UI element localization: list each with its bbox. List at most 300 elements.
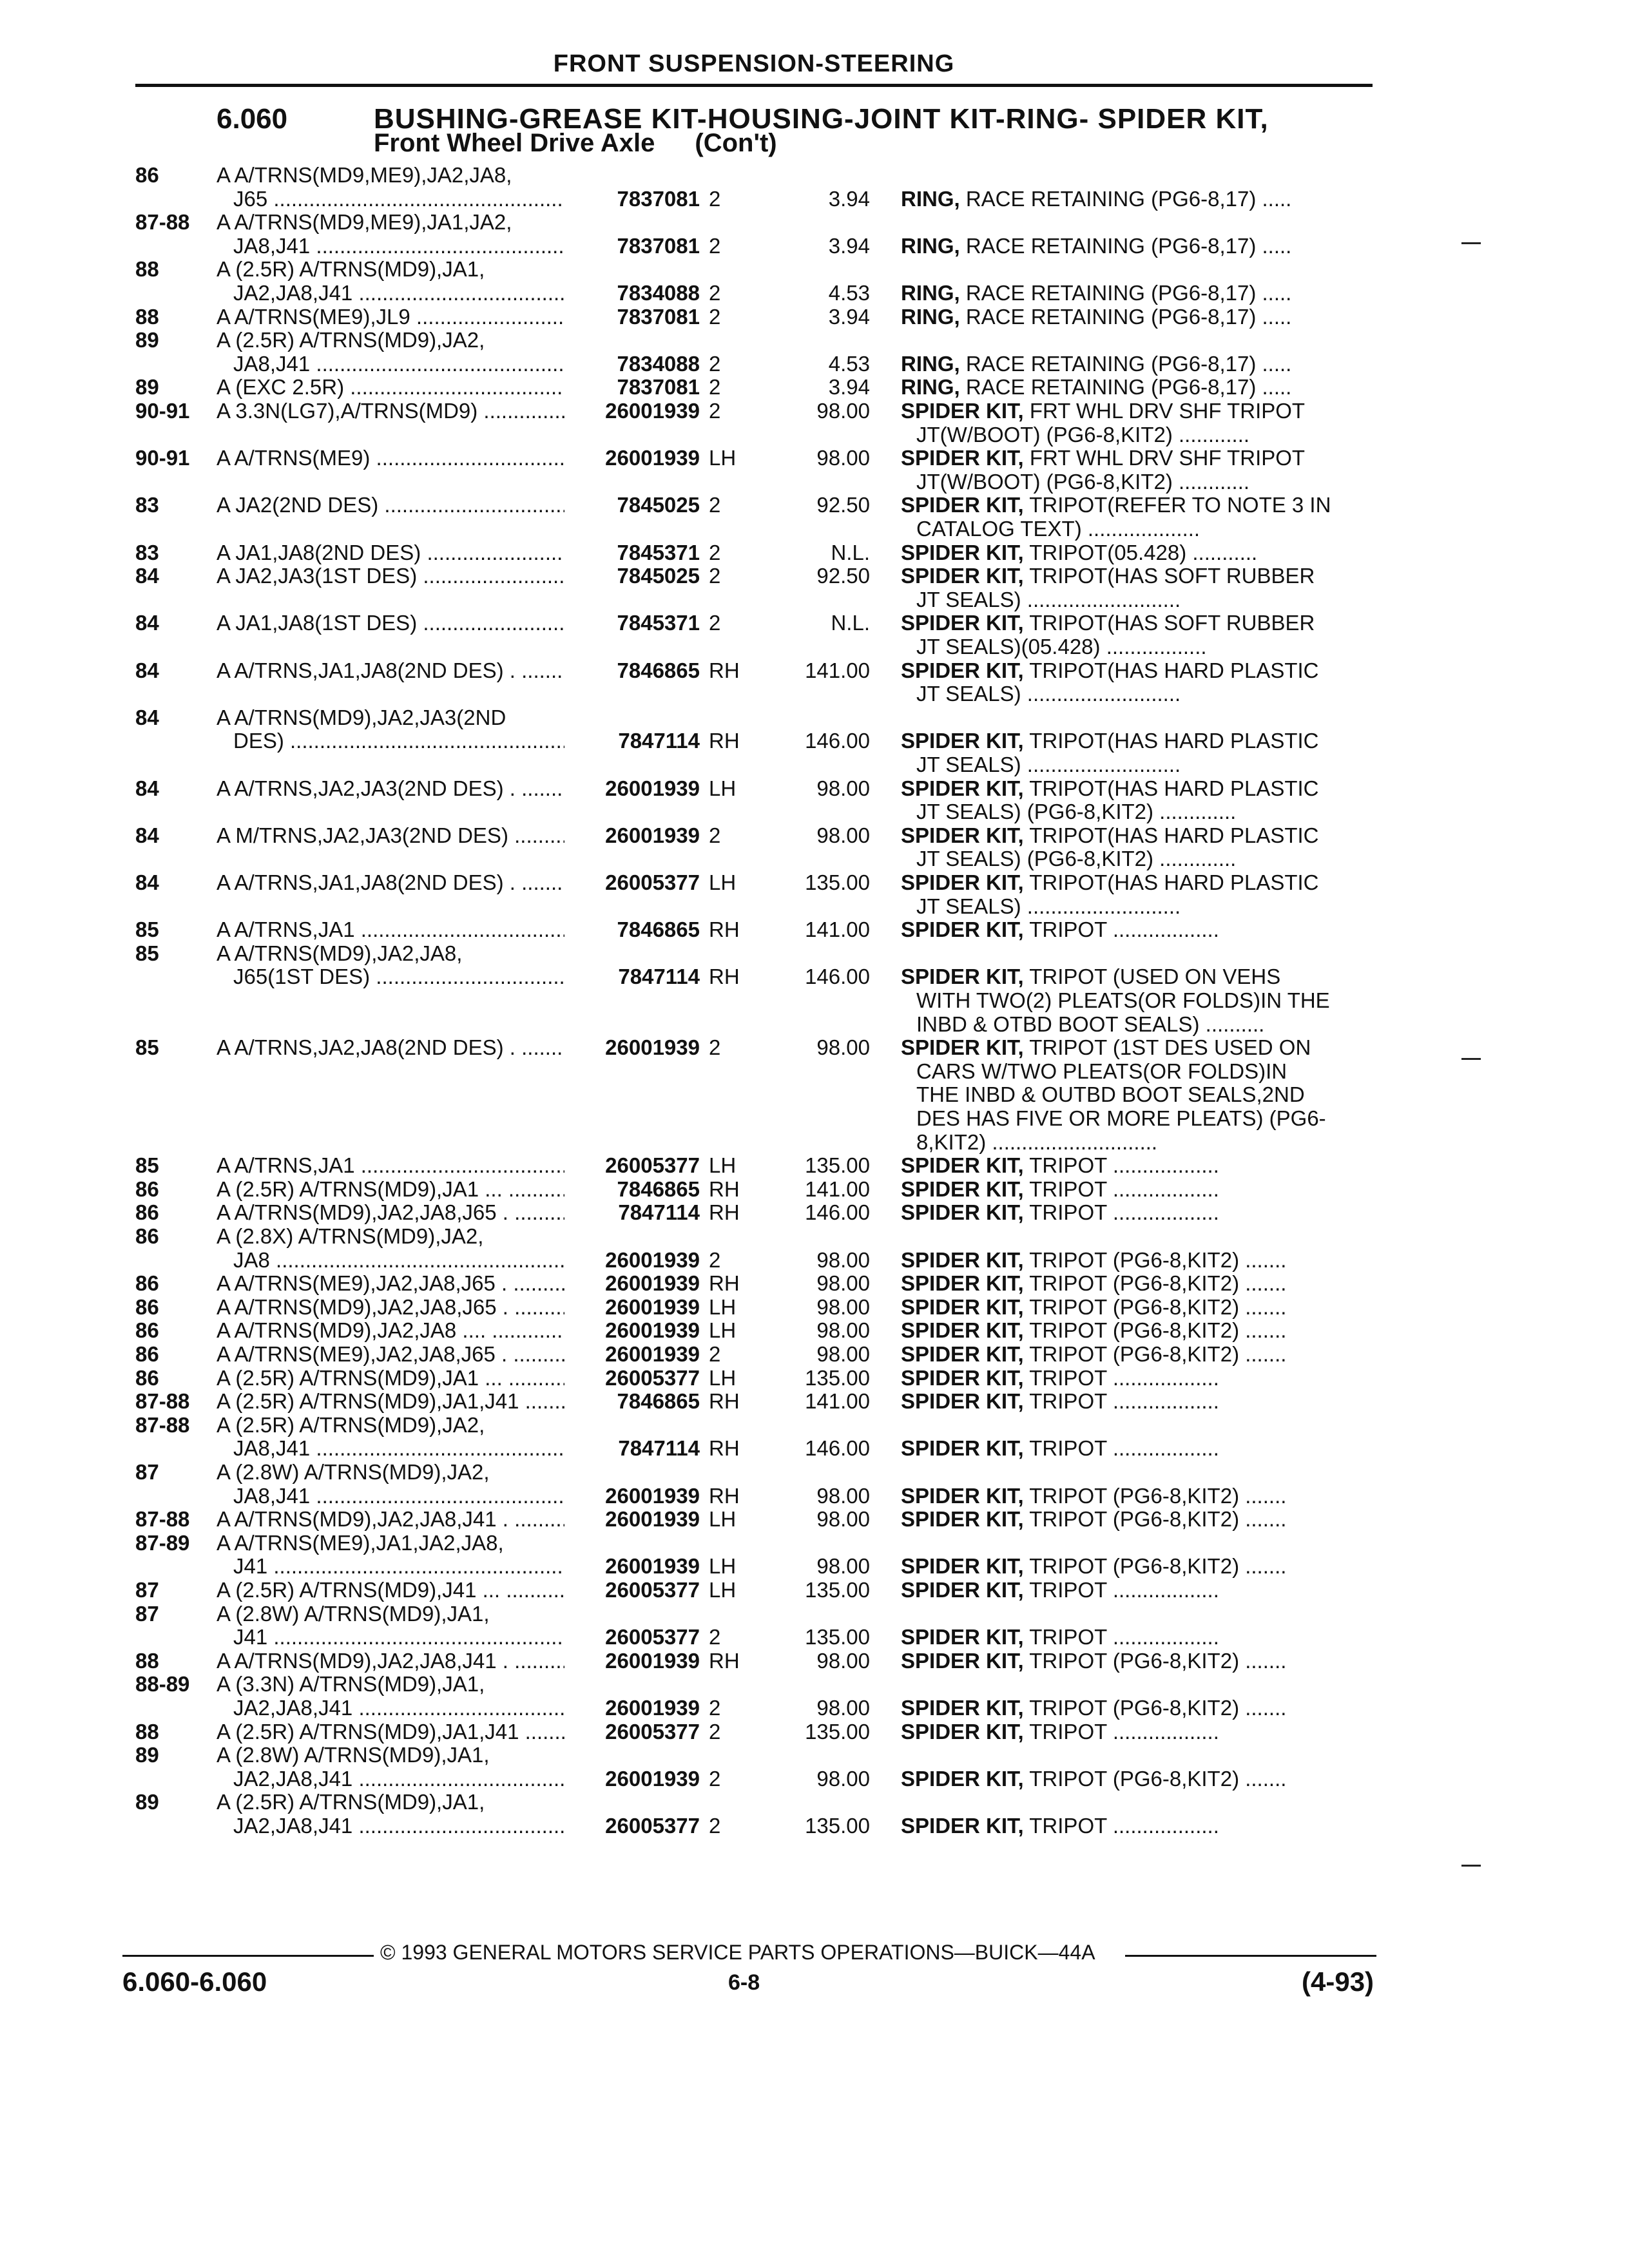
quantity: 2: [709, 352, 721, 376]
description: [916, 423, 1366, 447]
application: A A/TRNS(MD9),JA2,JA8,J41 . .....: [217, 1507, 564, 1531]
application: A (2.5R) A/TRNS(MD9),JA1 ... .....: [217, 1366, 564, 1390]
table-row: [0, 800, 1629, 823]
model-year: 86: [135, 163, 159, 187]
price: 141.00: [805, 658, 870, 682]
description: [901, 1200, 1366, 1224]
description-text: RACE RETAINING (PG6-8,17) .....: [959, 352, 1292, 376]
model-year: 87-89: [135, 1531, 190, 1555]
model-year: 86: [135, 1271, 159, 1295]
description-noun: SPIDER KIT,: [901, 541, 1024, 564]
description-noun: SPIDER KIT,: [901, 493, 1024, 517]
table-row: [0, 706, 1629, 729]
margin-mark: [1461, 242, 1481, 244]
model-year: 84: [135, 658, 159, 682]
application: A (2.5R) A/TRNS(MD9),J41 ... .....: [217, 1578, 564, 1602]
application: A A/TRNS(MD9),JA2,JA8 .... .....: [217, 1318, 564, 1342]
application: A (2.5R) A/TRNS(MD9),JA1,J41 .....: [217, 1389, 564, 1413]
description: [901, 1720, 1366, 1744]
description-noun: SPIDER KIT,: [901, 823, 1024, 847]
description-text: TRIPOT ..................: [1023, 1625, 1219, 1649]
table-row: [0, 988, 1629, 1012]
table-row: [0, 1200, 1629, 1224]
description-noun: SPIDER KIT,: [901, 1507, 1024, 1531]
model-year: 85: [135, 1153, 159, 1177]
description: [901, 1318, 1366, 1342]
table-row: [0, 941, 1629, 965]
quantity: RH: [709, 1389, 740, 1413]
description: [901, 1389, 1366, 1413]
application: A (2.5R) A/TRNS(MD9),JA1,J41 .....: [217, 1720, 564, 1744]
description: [901, 1649, 1366, 1673]
model-year: 87-88: [135, 1389, 190, 1413]
table-row: [0, 470, 1629, 494]
part-number: 7847114: [618, 729, 700, 753]
table-row: [0, 1177, 1629, 1201]
price: 141.00: [805, 1177, 870, 1201]
footer-section-range: 6.060-6.060: [122, 1966, 267, 1997]
model-year: 85: [135, 941, 159, 965]
application: A A/TRNS,JA1 .....: [217, 1153, 564, 1177]
table-row: [0, 1271, 1629, 1295]
table-row: [0, 423, 1629, 447]
description: [901, 823, 1366, 847]
application: A M/TRNS,JA2,JA3(2ND DES) .....: [217, 823, 564, 847]
application: A A/TRNS(ME9),JA2,JA8,J65 . .....: [217, 1342, 564, 1366]
application: A A/TRNS,JA2,JA3(2ND DES) . .....: [217, 776, 564, 800]
part-number: 26001939: [605, 1484, 700, 1508]
application: JA8 .....: [233, 1248, 564, 1272]
description-noun: SPIDER KIT,: [901, 870, 1024, 894]
application: J41 .....: [233, 1625, 564, 1649]
part-number: 26001939: [605, 1248, 700, 1272]
description-text: TRIPOT(HAS HARD PLASTIC: [1023, 870, 1319, 894]
table-row: [0, 1248, 1629, 1272]
description-text: TRIPOT ..................: [1023, 1366, 1219, 1390]
quantity: RH: [709, 1484, 740, 1508]
table-row: [0, 352, 1629, 376]
table-row: [0, 1672, 1629, 1696]
model-year: 83: [135, 493, 159, 517]
description: [901, 234, 1366, 258]
description: [901, 493, 1366, 517]
price: 135.00: [805, 1814, 870, 1838]
description-text: TRIPOT (PG6-8,KIT2) .......: [1023, 1484, 1287, 1508]
description-noun: SPIDER KIT,: [901, 1578, 1024, 1602]
table-row: [0, 753, 1629, 776]
price: 135.00: [805, 1153, 870, 1177]
price: 4.53: [828, 352, 870, 376]
description-text: TRIPOT ..................: [1023, 1578, 1219, 1602]
price: 146.00: [805, 965, 870, 988]
quantity: 2: [709, 281, 721, 305]
description-noun: SPIDER KIT,: [901, 1625, 1024, 1649]
description-text: TRIPOT (PG6-8,KIT2) .......: [1023, 1271, 1287, 1295]
model-year: 86: [135, 1318, 159, 1342]
quantity: LH: [709, 1153, 737, 1177]
section-continued: (Con't): [695, 129, 777, 157]
part-number: 7837081: [617, 375, 700, 399]
description-text: TRIPOT ..................: [1023, 1436, 1219, 1460]
application: A JA1,JA8(1ST DES) .....: [217, 611, 564, 635]
footer-copyright: © 1993 GENERAL MOTORS SERVICE PARTS OPERATIONS—BUICK—44A: [380, 1941, 1095, 1964]
description: [901, 1507, 1366, 1531]
section-title: BUSHING-GREASE KIT-HOUSING-JOINT KIT-RING- SPIDER KIT,: [374, 103, 1269, 135]
part-number: 26001939: [605, 776, 700, 800]
description-noun: SPIDER KIT,: [901, 918, 1024, 941]
table-row: [0, 1743, 1629, 1767]
description-text: TRIPOT (PG6-8,KIT2) .......: [1023, 1507, 1287, 1531]
section-number: 6.060: [217, 103, 288, 135]
part-number: 26001939: [605, 1342, 700, 1366]
price: 98.00: [816, 1696, 870, 1720]
description-noun: SPIDER KIT,: [901, 1366, 1024, 1390]
description: [901, 281, 1366, 305]
quantity: RH: [709, 658, 740, 682]
description: [916, 1106, 1366, 1130]
model-year: 87: [135, 1602, 159, 1626]
table-row: [0, 635, 1629, 658]
description-text: TRIPOT(HAS SOFT RUBBER: [1023, 611, 1315, 635]
price: 4.53: [828, 281, 870, 305]
price: 135.00: [805, 870, 870, 894]
description: [901, 1484, 1366, 1508]
description: [901, 187, 1366, 211]
description: [901, 1366, 1366, 1390]
description-noun: SPIDER KIT,: [901, 1649, 1024, 1673]
quantity: 2: [709, 1342, 721, 1366]
description: [901, 1554, 1366, 1578]
header-rule: [135, 84, 1373, 87]
application: A (2.8W) A/TRNS(MD9),JA2,: [217, 1460, 490, 1484]
model-year: 84: [135, 870, 159, 894]
description: [901, 1342, 1366, 1366]
model-year: 90-91: [135, 446, 190, 470]
price: 98.00: [816, 1484, 870, 1508]
description: [916, 847, 1366, 870]
model-year: 85: [135, 918, 159, 941]
description-noun: SPIDER KIT,: [901, 1342, 1024, 1366]
description-text: TRIPOT(HAS HARD PLASTIC: [1023, 823, 1319, 847]
description-text: TRIPOT (1ST DES USED ON: [1023, 1035, 1311, 1059]
part-number: 26001939: [605, 1271, 700, 1295]
quantity: LH: [709, 870, 737, 894]
table-row: [0, 1012, 1629, 1036]
quantity: 2: [709, 1035, 721, 1059]
table-row: [0, 1554, 1629, 1578]
description-text: TRIPOT (PG6-8,KIT2) .......: [1023, 1696, 1287, 1720]
part-number: 7834088: [617, 281, 700, 305]
description: [916, 1059, 1366, 1083]
table-row: [0, 1767, 1629, 1791]
price: 98.00: [816, 1035, 870, 1059]
description-noun: SPIDER KIT,: [901, 1177, 1024, 1201]
table-row: [0, 234, 1629, 258]
quantity: 2: [709, 493, 721, 517]
description-text: TRIPOT (PG6-8,KIT2) .......: [1023, 1554, 1287, 1578]
description-text: JT(W/BOOT) (PG6-8,KIT2) ............: [916, 423, 1250, 447]
table-row: [0, 305, 1629, 329]
description-noun: SPIDER KIT,: [901, 1035, 1024, 1059]
model-year: 83: [135, 541, 159, 564]
quantity: 2: [709, 564, 721, 588]
quantity: RH: [709, 965, 740, 988]
table-row: [0, 611, 1629, 635]
description-text: INBD & OTBD BOOT SEALS) ..........: [916, 1012, 1265, 1036]
table-row: [0, 1342, 1629, 1366]
description-noun: SPIDER KIT,: [901, 965, 1024, 988]
table-row: [0, 894, 1629, 918]
application: J65(1ST DES) .....: [233, 965, 564, 988]
model-year: 86: [135, 1224, 159, 1248]
quantity: 2: [709, 399, 721, 423]
description: [901, 1814, 1366, 1838]
part-number: 26005377: [605, 1625, 700, 1649]
model-year: 89: [135, 1790, 159, 1814]
description-text: CATALOG TEXT) ...................: [916, 517, 1200, 541]
description-noun: SPIDER KIT,: [901, 1271, 1024, 1295]
description-text: JT SEALS) ..........................: [916, 894, 1181, 918]
part-number: 26001939: [605, 1295, 700, 1319]
application: J41 .....: [233, 1554, 564, 1578]
description: [901, 1295, 1366, 1319]
model-year: 84: [135, 706, 159, 729]
description-noun: SPIDER KIT,: [901, 1295, 1024, 1319]
description-noun: SPIDER KIT,: [901, 399, 1024, 423]
section-subtitle: [374, 129, 777, 158]
price: N.L.: [831, 541, 870, 564]
description: [916, 1130, 1366, 1154]
description-noun: SPIDER KIT,: [901, 1389, 1024, 1413]
application: A (2.8W) A/TRNS(MD9),JA1,: [217, 1743, 490, 1767]
part-number: 7845025: [617, 493, 700, 517]
description: [901, 776, 1366, 800]
table-row: [0, 1696, 1629, 1720]
table-row: [0, 823, 1629, 847]
quantity: 2: [709, 1720, 721, 1744]
application: A A/TRNS(ME9),JA1,JA2,JA8,: [217, 1531, 504, 1555]
table-row: [0, 588, 1629, 611]
description-text: TRIPOT(HAS SOFT RUBBER: [1023, 564, 1315, 588]
description-noun: RING,: [901, 281, 960, 305]
model-year: 86: [135, 1342, 159, 1366]
description: [916, 470, 1366, 494]
application: DES) .....: [233, 729, 564, 753]
application: A A/TRNS(MD9),JA2,JA8,: [217, 941, 463, 965]
application: JA8,J41 .....: [233, 1436, 564, 1460]
description-noun: SPIDER KIT,: [901, 658, 1024, 682]
description: [901, 1035, 1366, 1059]
description-text: JT SEALS) (PG6-8,KIT2) .............: [916, 847, 1237, 870]
model-year: 86: [135, 1366, 159, 1390]
model-year: 87: [135, 1578, 159, 1602]
table-row: [0, 1484, 1629, 1508]
table-row: [0, 517, 1629, 541]
description: [901, 658, 1366, 682]
description-text: THE INBD & OUTBD BOOT SEALS,2ND: [916, 1082, 1305, 1106]
margin-mark: [1461, 1058, 1481, 1060]
description-noun: RING,: [901, 187, 960, 211]
quantity: 2: [709, 234, 721, 258]
table-row: [0, 776, 1629, 800]
description: [901, 564, 1366, 588]
description-text: TRIPOT(HAS HARD PLASTIC: [1023, 776, 1319, 800]
price: 98.00: [816, 1342, 870, 1366]
quantity: 2: [709, 1767, 721, 1791]
model-year: 90-91: [135, 399, 190, 423]
table-row: [0, 870, 1629, 894]
table-row: [0, 1413, 1629, 1437]
table-row: [0, 1720, 1629, 1744]
description-text: JT SEALS) (PG6-8,KIT2) .............: [916, 800, 1237, 823]
part-number: 26005377: [605, 1720, 700, 1744]
model-year: 84: [135, 564, 159, 588]
part-number: 26001939: [605, 1649, 700, 1673]
application: A (EXC 2.5R) .....: [217, 375, 564, 399]
quantity: 2: [709, 305, 721, 329]
part-number: 7847114: [618, 1436, 700, 1460]
part-number: 7847114: [618, 1200, 700, 1224]
model-year: 85: [135, 1035, 159, 1059]
description-noun: SPIDER KIT,: [901, 1767, 1024, 1791]
description: [916, 1082, 1366, 1106]
description-noun: SPIDER KIT,: [901, 611, 1024, 635]
table-row: [0, 1035, 1629, 1059]
application: A A/TRNS(MD9),JA2,JA8,J41 . .....: [217, 1649, 564, 1673]
description: [901, 1696, 1366, 1720]
price: 135.00: [805, 1625, 870, 1649]
description: [901, 446, 1366, 470]
part-number: 26005377: [605, 870, 700, 894]
application: JA2,JA8,J41 .....: [233, 1814, 564, 1838]
description-text: TRIPOT (PG6-8,KIT2) .......: [1023, 1649, 1287, 1673]
description-noun: SPIDER KIT,: [901, 1200, 1024, 1224]
price: 146.00: [805, 729, 870, 753]
application: A (2.5R) A/TRNS(MD9),JA1,: [217, 257, 485, 281]
model-year: 88: [135, 257, 159, 281]
quantity: LH: [709, 1507, 737, 1531]
quantity: 2: [709, 1625, 721, 1649]
table-row: [0, 1531, 1629, 1555]
model-year: 87-88: [135, 210, 190, 234]
description: [901, 729, 1366, 753]
description-text: RACE RETAINING (PG6-8,17) .....: [959, 305, 1292, 329]
price: 146.00: [805, 1436, 870, 1460]
description: [901, 541, 1366, 564]
price: 3.94: [828, 305, 870, 329]
price: 98.00: [816, 1318, 870, 1342]
application: A A/TRNS(MD9),JA2,JA3(2ND: [217, 706, 506, 729]
quantity: LH: [709, 776, 737, 800]
part-number: 26005377: [605, 1153, 700, 1177]
part-number: 26001939: [605, 446, 700, 470]
table-row: [0, 1790, 1629, 1814]
model-year: 88: [135, 1649, 159, 1673]
table-row: [0, 1436, 1629, 1460]
description: [901, 1436, 1366, 1460]
quantity: RH: [709, 1200, 740, 1224]
description: [901, 965, 1366, 988]
price: 98.00: [816, 823, 870, 847]
table-row: [0, 1460, 1629, 1484]
description-text: RACE RETAINING (PG6-8,17) .....: [959, 281, 1292, 305]
description: [901, 870, 1366, 894]
description-text: DES HAS FIVE OR MORE PLEATS) (PG6-: [916, 1106, 1326, 1130]
description-text: FRT WHL DRV SHF TRIPOT: [1023, 446, 1306, 470]
description: [901, 1153, 1366, 1177]
table-row: [0, 729, 1629, 753]
description-text: TRIPOT(05.428) ...........: [1023, 541, 1258, 564]
description: [901, 1625, 1366, 1649]
description-noun: RING,: [901, 375, 960, 399]
footer-page-number: 6-8: [728, 1970, 760, 1995]
application: A A/TRNS(ME9),JL9 .....: [217, 305, 564, 329]
description: [901, 305, 1366, 329]
part-number: 26001939: [605, 1767, 700, 1791]
description-text: TRIPOT ..................: [1023, 1814, 1219, 1838]
price: 98.00: [816, 1248, 870, 1272]
table-row: [0, 281, 1629, 305]
description-text: TRIPOT ..................: [1023, 918, 1219, 941]
application: J65 .....: [233, 187, 564, 211]
application: A (2.5R) A/TRNS(MD9),JA2,: [217, 1413, 485, 1437]
table-row: [0, 1602, 1629, 1626]
application: A (2.5R) A/TRNS(MD9),JA1,: [217, 1790, 485, 1814]
description-text: JT(W/BOOT) (PG6-8,KIT2) ............: [916, 470, 1250, 494]
part-number: 26001939: [605, 1696, 700, 1720]
model-year: 87-88: [135, 1507, 190, 1531]
model-year: 89: [135, 328, 159, 352]
description-text: TRIPOT ..................: [1023, 1720, 1219, 1744]
part-number: 7837081: [617, 305, 700, 329]
table-row: [0, 163, 1629, 187]
model-year: 84: [135, 611, 159, 635]
table-row: [0, 918, 1629, 941]
quantity: LH: [709, 1578, 737, 1602]
description: [916, 988, 1366, 1012]
description: [916, 682, 1366, 706]
description-noun: RING,: [901, 352, 960, 376]
description-text: WITH TWO(2) PLEATS(OR FOLDS)IN THE: [916, 988, 1330, 1012]
description-text: TRIPOT (PG6-8,KIT2) .......: [1023, 1248, 1287, 1272]
description-noun: RING,: [901, 305, 960, 329]
description-noun: SPIDER KIT,: [901, 446, 1024, 470]
description-noun: SPIDER KIT,: [901, 1153, 1024, 1177]
part-number: 7846865: [617, 658, 700, 682]
quantity: 2: [709, 1696, 721, 1720]
quantity: RH: [709, 1649, 740, 1673]
price: 141.00: [805, 1389, 870, 1413]
description: [916, 588, 1366, 611]
part-number: 7847114: [618, 965, 700, 988]
part-number: 7837081: [617, 187, 700, 211]
application: JA8,J41 .....: [233, 352, 564, 376]
quantity: LH: [709, 1318, 737, 1342]
description: [901, 918, 1366, 941]
price: 98.00: [816, 1295, 870, 1319]
application: A (2.8X) A/TRNS(MD9),JA2,: [217, 1224, 484, 1248]
part-number: 26001939: [605, 823, 700, 847]
table-row: [0, 257, 1629, 281]
table-row: [0, 1295, 1629, 1319]
application: A A/TRNS(ME9),JA2,JA8,J65 . .....: [217, 1271, 564, 1295]
model-year: 88: [135, 305, 159, 329]
description-text: TRIPOT ..................: [1023, 1200, 1219, 1224]
quantity: 2: [709, 823, 721, 847]
quantity: 2: [709, 541, 721, 564]
quantity: RH: [709, 1436, 740, 1460]
description-noun: SPIDER KIT,: [901, 1436, 1024, 1460]
